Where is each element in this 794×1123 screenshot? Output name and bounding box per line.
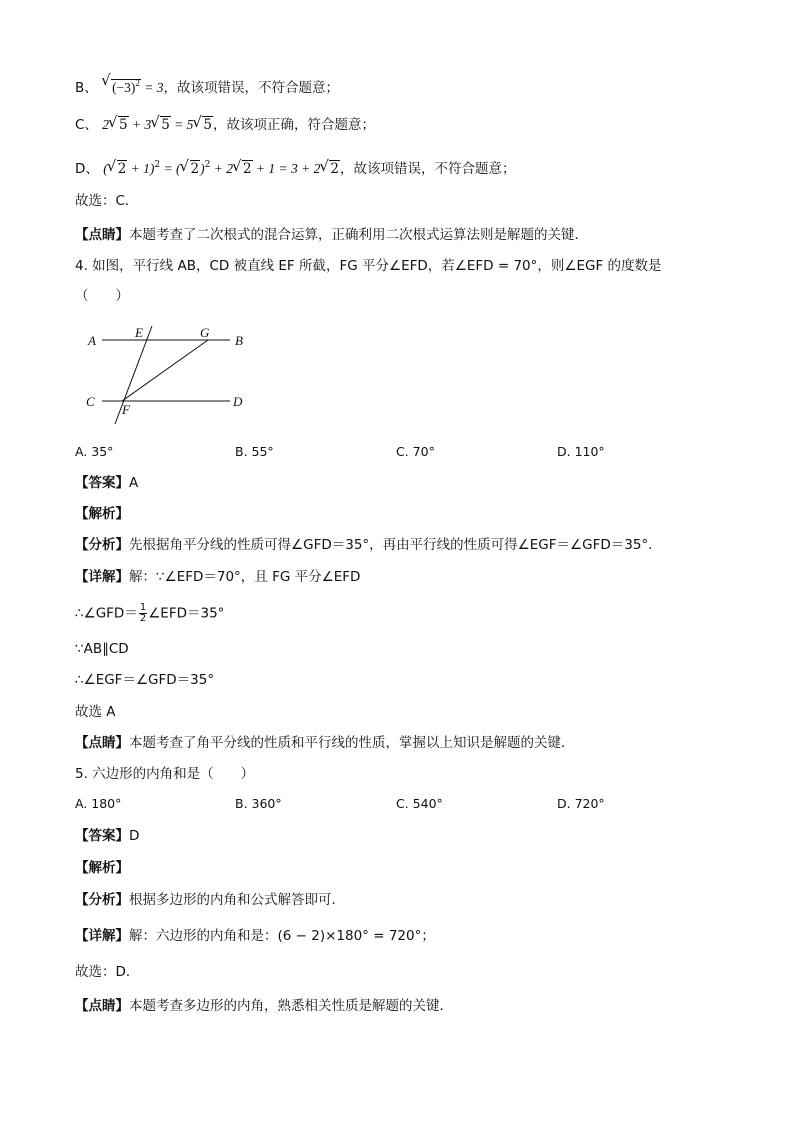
exponent: 2 [135, 78, 140, 88]
point-label-e: E [135, 325, 143, 340]
comment-label: 【点睛】 [75, 735, 129, 751]
fenxi-label: 【分析】 [75, 537, 129, 553]
q5-option-a: A. 180° [75, 796, 122, 811]
fraction-half: $\frac{1}{2}$ [139, 602, 147, 624]
coefficient: 2 [102, 117, 109, 132]
q5-option-b: B. 360° [235, 796, 282, 811]
comment-label: 【点睛】 [75, 227, 129, 243]
q4-option-d: D. 110° [557, 444, 605, 459]
solution-line-d: D、 (√ 2 + 1)$^2$ = (√ 2)$^2$ + 2√ 2 + 1 = 3 + 2√ 2，故该项错误，不符合题意； [75, 155, 515, 179]
option-label-c: C、 [75, 117, 98, 133]
point-label-c: C [86, 394, 95, 409]
option-label-d: D、 [75, 161, 99, 177]
solution-line-b [75, 73, 339, 98]
solution-comment: ，故该项正确，符合题意； [213, 117, 376, 133]
sqrt-expression: √ 5 [193, 115, 213, 135]
q3-choice: 故选：C． [75, 193, 139, 209]
sqrt-expression [102, 73, 141, 98]
solution-line-c [75, 115, 375, 135]
q4-comment: 【点睛】本题考查了角平分线的性质和平行线的性质，掌握以上知识是解题的关键． [75, 735, 575, 751]
q4-stem: 4. 如图，平行线 AB，CD 被直线 EF 所截，FG 平分∠EFD，若∠EFD = 70°，则∠EGF 的度数是 [75, 258, 662, 274]
equation-result: = 3 [140, 80, 164, 95]
q4-answer: 【答案】A [75, 475, 139, 491]
sqrt-expression: √ 2 [320, 159, 340, 179]
point-label-g: G [200, 325, 210, 340]
q4-stem-bracket: （ ） [75, 288, 129, 304]
sqrt-expression: √ 5 [151, 115, 171, 135]
q4-xiangjie: 【详解】解：∵∠EFD＝70°，且 FG 平分∠EFD [75, 569, 361, 585]
q4-option-a: A. 35° [75, 444, 114, 459]
plus-term: + 3 [128, 117, 152, 132]
q5-analysis-heading: 【解析】 [75, 860, 129, 876]
point-label-f: F [122, 402, 130, 417]
q4-step3: ∴∠EGF＝∠GFD＝35° [75, 672, 215, 688]
parallel-lines-figure [80, 318, 260, 428]
answer-label: 【答案】 [75, 475, 129, 491]
solution-comment: ，故该项错误，不符合题意； [163, 80, 340, 96]
q5-option-c: C. 540° [396, 796, 443, 811]
xiangjie-label: 【详解】 [75, 569, 129, 585]
q5-comment: 【点睛】本题考查多边形的内角，熟悉相关性质是解题的关键． [75, 998, 453, 1014]
equation-result: = 5 [170, 117, 194, 132]
q4-analysis-heading: 【解析】 [75, 506, 129, 522]
radicand: (−3) [112, 80, 136, 95]
solution-comment: ，故该项错误，不符合题意； [339, 161, 516, 177]
comment-label: 【点睛】 [75, 998, 129, 1014]
fenxi-label: 【分析】 [75, 892, 129, 908]
point-label-d: D [233, 394, 243, 409]
q5-answer: 【答案】D [75, 828, 140, 844]
q5-option-d: D. 720° [557, 796, 605, 811]
q5-choice: 故选：D． [75, 964, 140, 980]
q4-fenxi: 【分析】先根据角平分线的性质可得∠GFD＝35°，再由平行线的性质可得∠EGF＝∠GFD＝35°． [75, 537, 662, 553]
q5-fenxi: 【分析】根据多边形的内角和公式解答即可． [75, 892, 345, 908]
point-label-b: B [235, 333, 243, 348]
q5-stem: 5. 六边形的内角和是（ ） [75, 766, 255, 782]
q4-step1: ∴∠GFD＝ $\frac{1}{2}$ ∠EFD＝35° [75, 602, 225, 624]
option-label-b: B、 [75, 80, 98, 96]
line-ef [115, 326, 152, 424]
sqrt-expression: √ 2 [181, 159, 201, 179]
q3-comment: 【点睛】本题考查了二次根式的混合运算，正确利用二次根式运算法则是解题的关键． [75, 227, 588, 243]
sqrt-expression: √ 5 [109, 115, 129, 135]
point-label-a: A [88, 333, 96, 348]
q4-option-c: C. 70° [396, 444, 435, 459]
q4-option-b: B. 55° [235, 444, 274, 459]
answer-label: 【答案】 [75, 828, 129, 844]
q4-step2: ∵AB∥CD [75, 641, 129, 657]
q4-choice: 故选 A [75, 704, 116, 720]
xiangjie-label: 【详解】 [75, 928, 129, 944]
q5-xiangjie: 【详解】解：六边形的内角和是：(6 − 2)×180° = 720°； [75, 928, 435, 944]
sqrt-expression: √ 2 [108, 159, 128, 179]
sqrt-expression: √ 2 [233, 159, 253, 179]
